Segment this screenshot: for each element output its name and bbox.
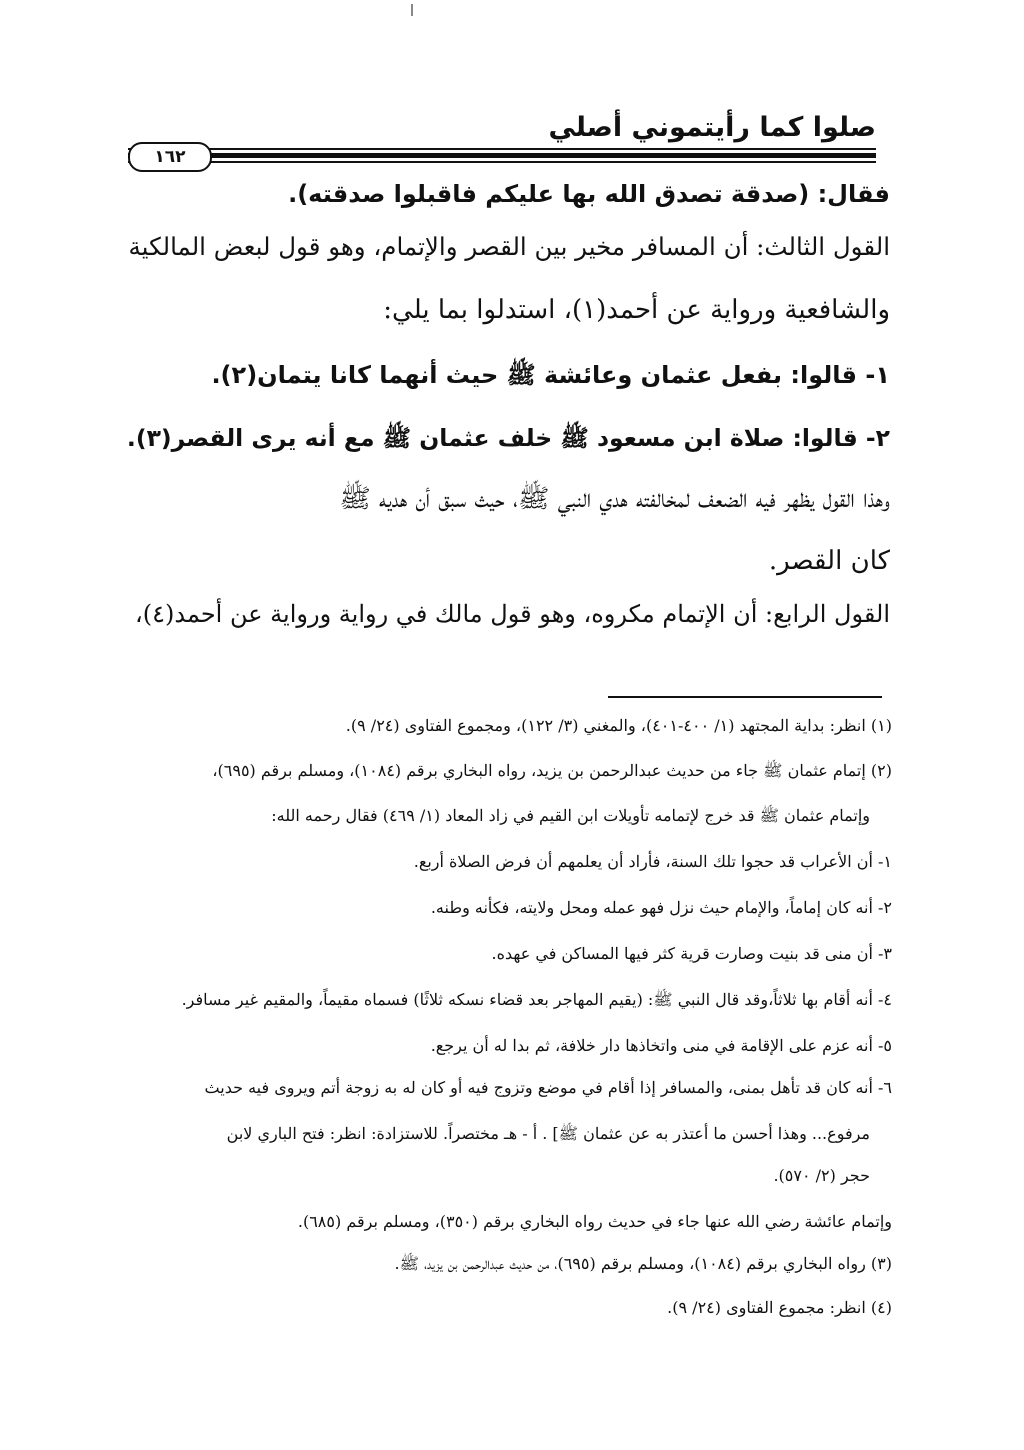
footnote-line: حجر (٢/ ٥٧٠). [773,1166,870,1185]
footnote-line: (٢) إتمام عثمان ﷺ جاء من حديث عبدالرحمن بن يزيد، رواه البخاري برقم (١٠٨٤)، ومسلم برقم (٦٩٥)، [212,761,892,780]
page-number-badge: ١٦٢ [128,142,212,172]
body-line: والشافعية ورواية عن أحمد(١)، استدلوا بما يلي: [383,295,890,325]
body-line: كان القصر. [768,546,890,576]
footnote-line: ٢- أنه كان إماماً، والإمام حيث نزل فهو عمله ومحل ولايته، فكأنه وطنه. [430,898,892,917]
header-rule-middle [128,153,876,158]
footnote-line: وإتمام عثمان ﷺ قد خرج لإتمامه تأويلات ابن القيم في زاد المعاد (١/ ٤٦٩) فقال رحمه الله: [271,806,870,825]
footnote-line: (٤) انظر: مجموع الفتاوى (٢٤/ ٩). [667,1298,892,1317]
header-rule-top [128,148,876,150]
footnote-line: وإتمام عائشة رضي الله عنها جاء في حديث رواه البخاري برقم (٣٥٠)، ومسلم برقم (٦٨٥). [297,1212,892,1231]
footnote-line: مرفوع... وهذا أحسن ما أعتذر به عن عثمان ﷺ] . أ - هـ مختصراً. للاستزادة: انظر: فتح الباري لابن [226,1124,870,1143]
scan-mark [411,4,413,16]
body-line: ٢- قالوا: صلاة ابن مسعود ﷺ خلف عثمان ﷺ مع أنه يرى القصر(٣). [126,424,890,452]
header-rule-bottom [128,161,876,163]
book-title: صلوا كما رأيتموني أصلي [548,112,876,143]
body-line: فقال: (صدقة تصدق الله بها عليكم فاقبلوا صدقته). [288,180,890,208]
body-line: وهذا القول يظهر فيه الضعف لمخالفته هدي النبي ﷺ، حيث سبق أن هديه ﷺ [339,484,890,514]
footnote-line: ٣- أن منى قد بنيت وصارت قرية كثر فيها المساكن في عهده. [491,944,892,963]
footnote-line: ٤- أنه أقام بها ثلاثاً،وقد قال النبي ﷺ: (يقيم المهاجر بعد قضاء نسكه ثلاثًا) فسماه مقيماً، والمقيم غير مسافر. [181,990,892,1009]
footnote-line: (٣) رواه البخاري برقم (١٠٨٤)، ومسلم برقم (٦٩٥)، من حديث عبدالرحمن بن يزيد، ﷺ. [394,1254,892,1273]
footnote-line: ٥- أنه عزم على الإقامة في منى واتخاذها دار خلافة، ثم بدا له أن يرجع. [430,1036,892,1055]
page-header [128,112,876,178]
body-line: ١- قالوا: بفعل عثمان وعائشة ﷺ حيث أنهما كانا يتمان(٢). [211,361,890,389]
footnote-line: ١- أن الأعراب قد حجوا تلك السنة، فأراد أن يعلمهم أن فرض الصلاة أربع. [413,852,892,871]
footnote-line: ٦- أنه كان قد تأهل بمنى، والمسافر إذا أقام في موضع وتزوج فيه أو كان له به زوجة أتم ويروى فيه حديث [204,1078,892,1097]
footnote-line: (١) انظر: بداية المجتهد (١/ ٤٠٠-٤٠١)، والمغني (٣/ ١٢٢)، ومجموع الفتاوى (٢٤/ ٩). [345,716,892,735]
body-line: القول الرابع: أن الإتمام مكروه، وهو قول مالك في رواية ورواية عن أحمد(٤)، [134,600,890,628]
footnote-separator [608,696,882,698]
body-line: القول الثالث: أن المسافر مخير بين القصر والإتمام، وهو قول لبعض المالكية [128,232,890,261]
